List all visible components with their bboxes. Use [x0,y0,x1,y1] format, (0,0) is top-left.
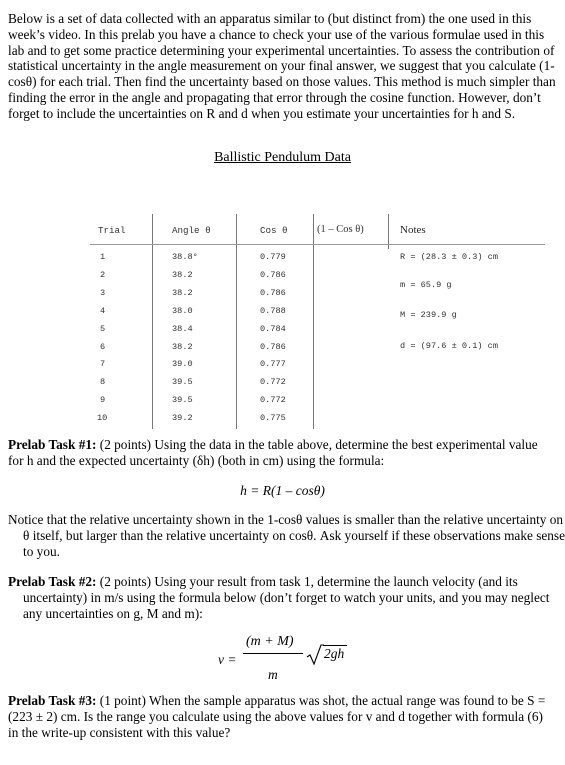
cell-angle: 38.2 [172,341,193,352]
cell-cos: 0.786 [260,287,286,298]
cell-angle: 38.2 [172,269,193,280]
header-trial: Trial [98,225,126,236]
cell-angle: 39.5 [172,377,193,388]
cell-cos: 0.775 [260,413,286,424]
cell-trial: 10 [97,413,108,424]
cell-cos: 0.788 [260,305,286,316]
cell-trial: 6 [100,341,106,352]
note-d: d = (97.6 ± 0.1) cm [400,341,498,351]
cell-trial: 3 [100,287,106,298]
column-divider [313,214,314,429]
cell-cos: 0.772 [260,377,286,388]
cell-trial: 2 [100,269,106,280]
cell-cos: 0.784 [260,323,286,334]
formula-lhs: v = [218,652,237,667]
header-angle: Angle θ [172,225,211,236]
cell-angle: 39.2 [172,413,193,424]
task2-label: Prelab Task #2: [8,574,97,589]
fraction-bar [243,653,303,654]
cell-trial: 1 [100,252,106,262]
cell-angle: 38.8° [172,252,198,262]
header-rule [90,244,545,245]
formula-root: 2gh [324,646,345,661]
cell-angle: 38.4 [172,323,193,334]
cell-angle: 39.5 [172,395,193,406]
task2-paragraph [8,574,565,621]
cell-trial: 9 [100,395,106,406]
cell-angle: 38.2 [172,287,193,298]
header-notes: Notes [400,224,426,236]
header-one-minus-cos: (1 – Cos θ) [317,224,364,235]
note-R: R = (28.3 ± 0.3) cm [400,252,498,262]
task1-label: Prelab Task #1: [8,437,97,452]
formula-numerator: (m + M) [246,634,294,649]
task1-followup: Notice that the relative uncertainty shown in the 1-cosθ values is smaller than the relative uncertainty on θ itself, but larger than the relative uncertainty on cosθ. Ask yourself if these observations make sense to you. [8,512,565,559]
velocity-formula [0,632,565,682]
cell-trial: 8 [100,377,106,388]
cell-trial: 4 [100,305,106,316]
task1-paragraph [8,437,556,469]
column-divider [152,214,153,429]
task3-text: (1 point) When the sample apparatus was shot, the actual range was found to be S = (223 ± 2) cm. Is the range you calculate using the above values for v and d together with formula (6) in the write-up consistent with this value? [8,693,546,740]
sqrt-icon [306,644,324,666]
task3-paragraph [8,693,556,740]
cell-trial: 7 [100,359,106,370]
task1-formula: h = R(1 – cosθ) [240,483,325,498]
table-title: Ballistic Pendulum Data [214,150,351,165]
note-M: M = 239.9 g [400,310,457,320]
cell-cos: 0.779 [260,252,286,262]
task3-label: Prelab Task #3: [8,693,97,708]
column-divider [236,214,237,429]
cell-cos: 0.786 [260,269,286,280]
formula-denominator: m [268,667,278,682]
note-m: m = 65.9 g [400,280,452,290]
cell-cos: 0.786 [260,341,286,352]
cell-cos: 0.772 [260,395,286,406]
cell-trial: 5 [100,323,106,334]
header-cos: Cos θ [260,225,288,236]
intro-paragraph: Below is a set of data collected with an apparatus similar to (but distinct from) the one used in this week’s video. In this prelab you have a chance to check your use of the various formulae used in this lab and to get some practice determining your experimental uncertainties. To assess the contribution of statistical uncertainty in the angle measurement on your final answer, we suggest that you calculate (1-cosθ) for each trial. Then find the uncertainty based on those values. This method is much simpler than finding the error in the angle and propagating that error through the cosine function. However, don’t forget to include the uncertainties on R and d when you estimate your uncertainties for h and S. [8,11,556,121]
task2-text: (2 points) Using your result from task 1, determine the launch velocity (and its uncertainty) in m/s using the formula below (don’t forget to watch your units, and you may neglect any uncertainties on g, M and m): [23,574,550,621]
data-table [90,214,545,429]
cell-angle: 38.0 [172,305,193,316]
task1-text: (2 points) Using the data in the table above, determine the best experimental value for h and the expected uncertainty (δh) (both in cm) using the formula: [8,437,538,468]
cell-cos: 0.777 [260,359,286,370]
cell-angle: 39.0 [172,359,193,370]
